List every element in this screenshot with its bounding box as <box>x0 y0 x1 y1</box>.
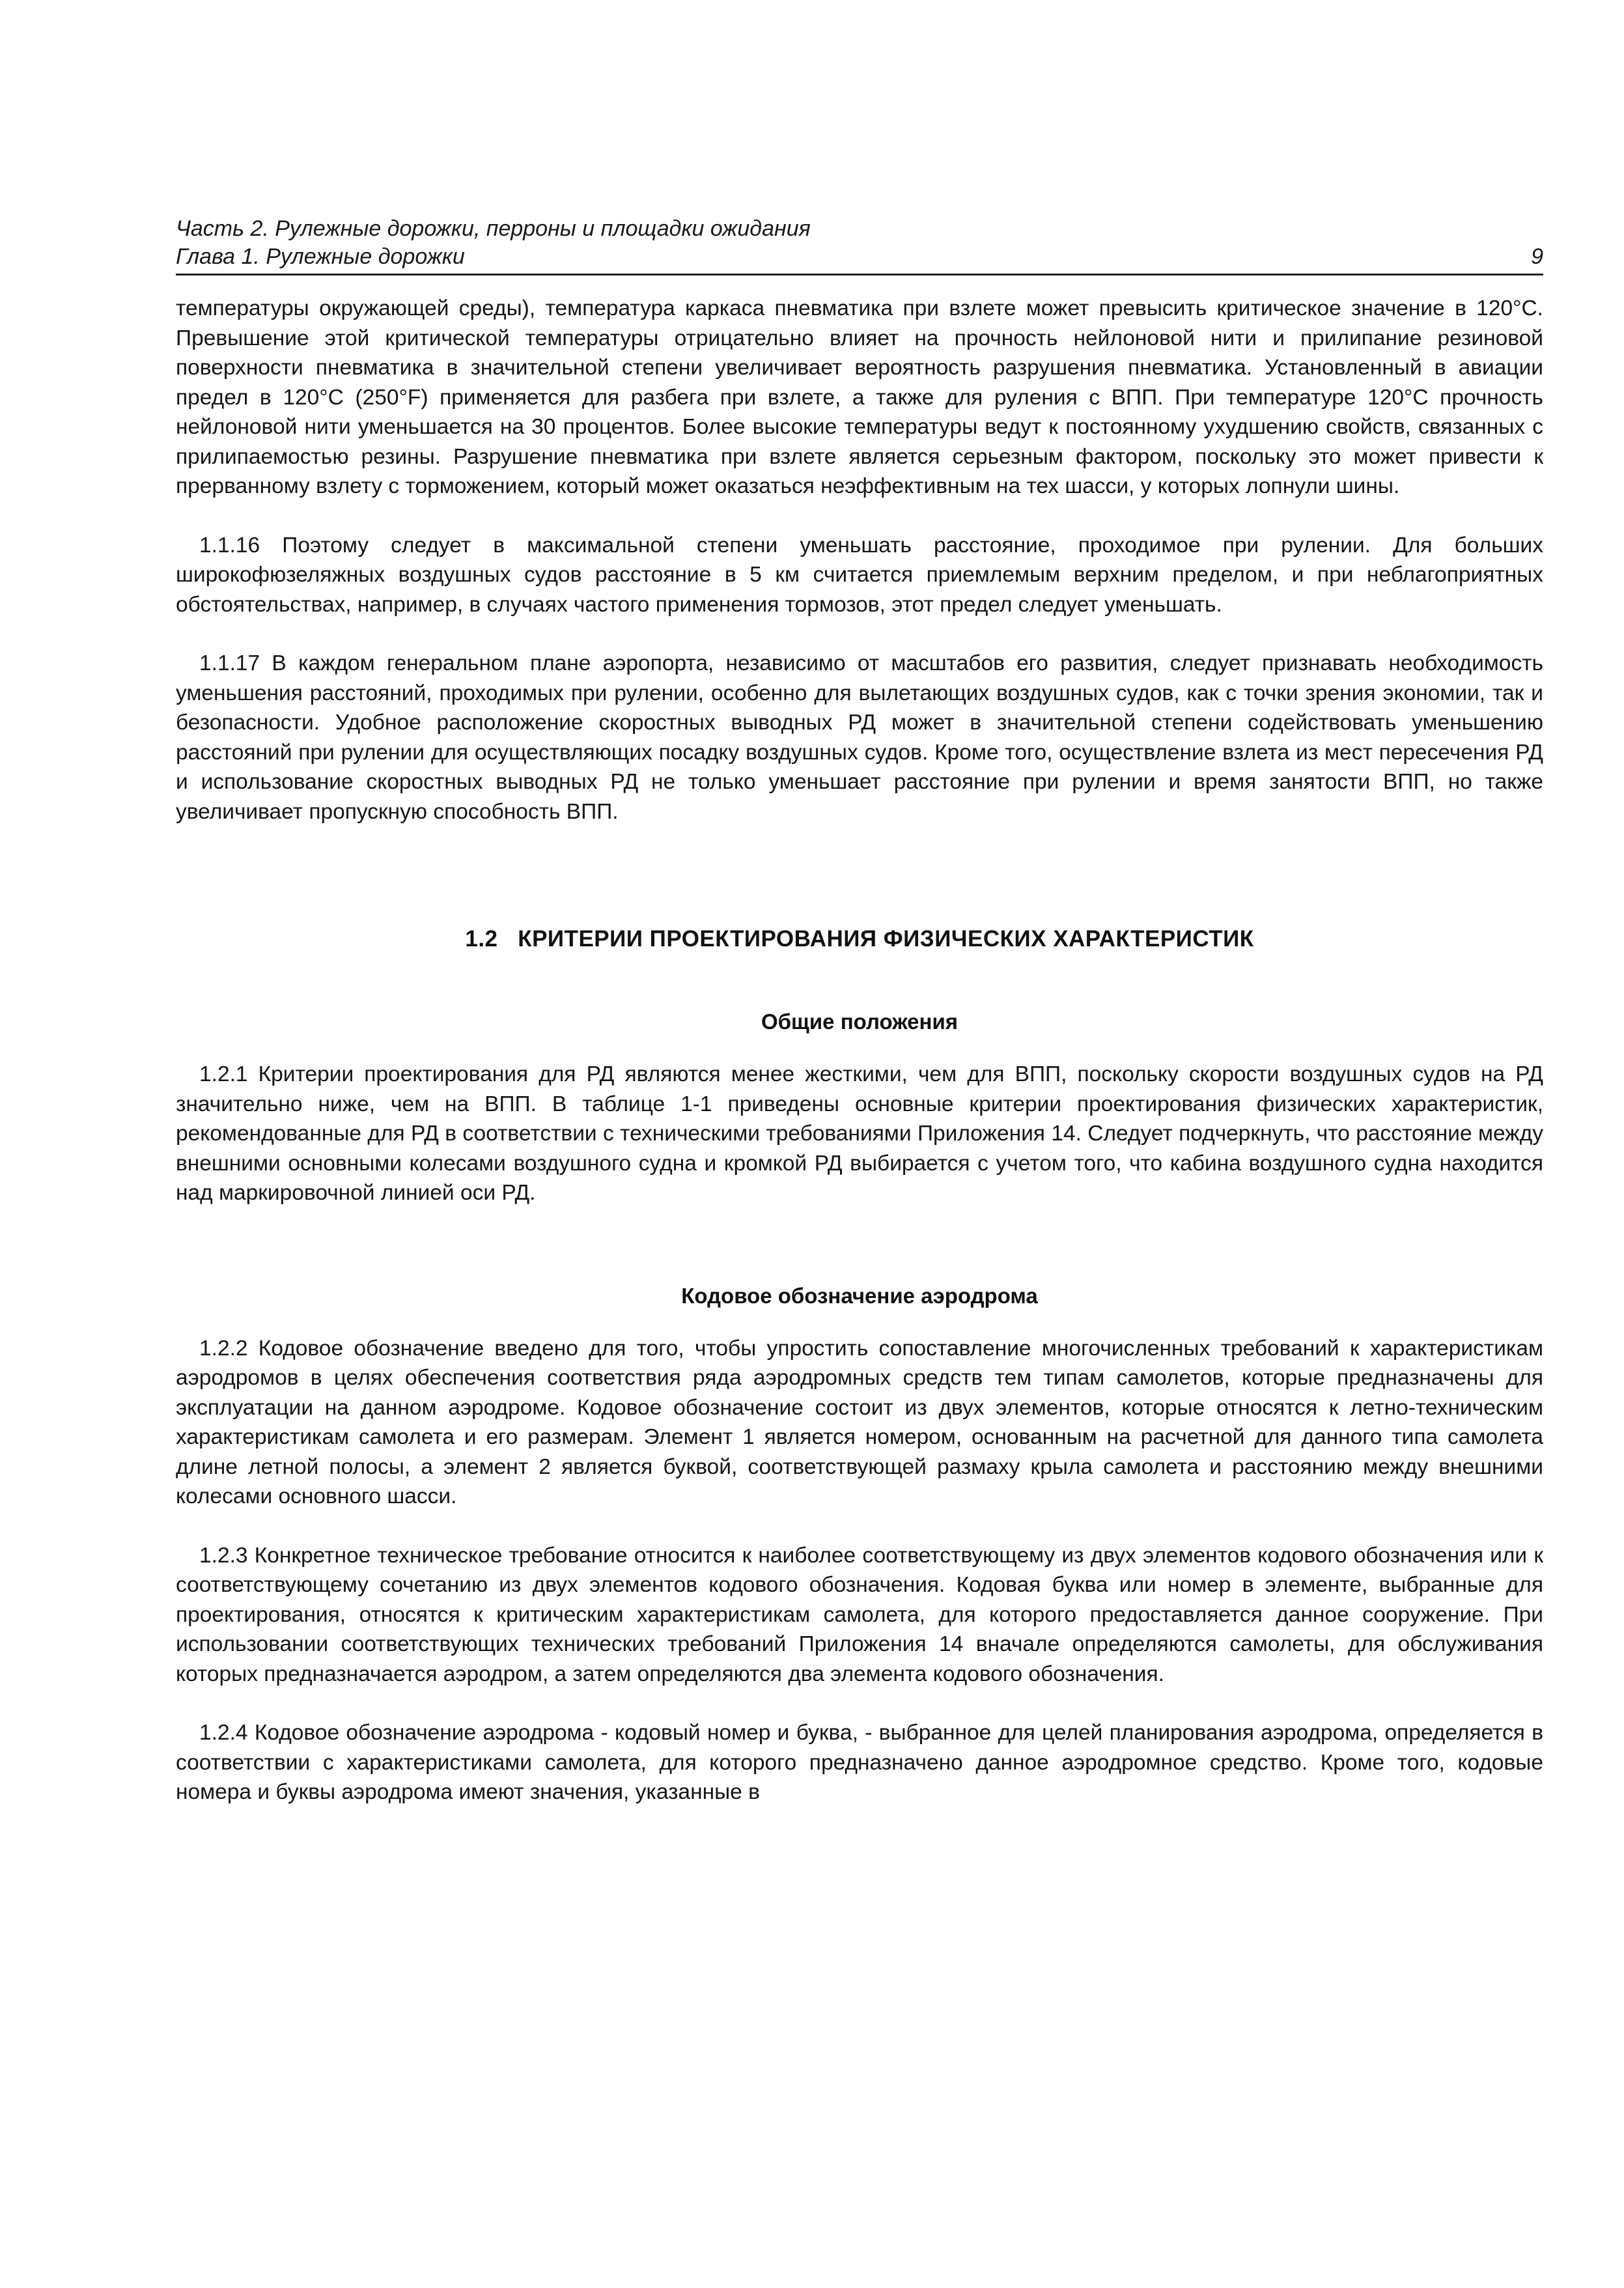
paragraph-1-2-1: 1.2.1 Критерии проектирования для РД являются менее жесткими, чем для ВПП, поскольку скорости воздушных судов на РД значительно ниже, чем на ВПП. В таблице 1-1 приведены основные критерии проектирования физических характеристик, рекомендованные для РД в соответствии с техническими требованиями Приложения 14. Следует подчеркнуть, что расстояние между внешними основными колесами воздушного судна и кромкой РД выбирается с учетом того, что кабина воздушного судна находится над маркировочной линией оси РД. <box>176 1062 1543 1205</box>
paragraph-1-1-17: 1.1.17 В каждом генеральном плане аэропорта, независимо от масштабов его развития, следует признавать необходимость уменьшения расстояний, проходимых при рулении, особенно для вылетающих воздушных судов, как с точки зрения экономии, так и безопасности. Удобное расположение скоростных выводных РД может в значительной степени содействовать уменьшению расстояний при рулении для осуществляющих посадку воздушных судов. Кроме того, осуществление взлета из мест пересечения РД и использование скоростных выводных РД не только уменьшает расстояние при рулении и время занятости ВПП, но также увеличивает пропускную способность ВПП. <box>176 651 1543 824</box>
document-page <box>176 215 1543 1807</box>
header-part-title: Часть 2. Рулежные дорожки, перроны и площадки ожидания <box>176 216 811 241</box>
paragraph-1-2-4: 1.2.4 Кодовое обозначение аэродрома - кодовый номер и буква, - выбранное для целей планирования аэродрома, определяется в соответствии с характеристиками самолета, для которого предназначено данное аэродромное средство. Кроме того, кодовые номера и буквы аэродрома имеют значения, указанные в <box>176 1721 1543 1804</box>
subheading-aerodrome-code: Кодовое обозначение аэродрома <box>681 1283 1038 1308</box>
section-heading <box>176 924 1543 953</box>
paragraph-1-1-16: 1.1.16 Поэтому следует в максимальной степени уменьшать расстояние, проходимое при рулении. Для больших широкофюзеляжных воздушных судов расстояние в 5 км считается приемлемым верхним пределом, и при неблагоприятных обстоятельствах, например, в случаях частого применения тормозов, этот предел следует уменьшать. <box>176 533 1543 617</box>
header-chapter-title: Глава 1. Рулежные дорожки <box>176 244 465 269</box>
section-title: КРИТЕРИИ ПРОЕКТИРОВАНИЯ ФИЗИЧЕСКИХ ХАРАКТЕРИСТИК <box>518 926 1254 952</box>
header-divider <box>176 274 1543 275</box>
paragraph-1-2-3: 1.2.3 Конкретное техническое требование относится к наиболее соответствующему из двух элементов кодового обозначения или к соответствующему сочетанию из двух элементов кодового обозначения. Кодовая буква или номер в элементе, выбранные для проектирования, относятся к критическим характеристикам самолета, для которого предоставляется данное сооружение. При использовании соответствующих технических требований Приложения 14 вначале определяются самолеты, для обслуживания которых предназначается аэродром, а затем определяются два элемента кодового обозначения. <box>176 1543 1543 1686</box>
paragraph-1-2-2: 1.2.2 Кодовое обозначение введено для того, чтобы упростить сопоставление многочисленных требований к характеристикам аэродромов в целях обеспечения соответствия ряда аэродромных средств тем типам самолетов, которые предназначены для эксплуатации на данном аэродроме. Кодовое обозначение состоит из двух элементов, которые относятся к летно-техническим характеристикам самолета и его размерам. Элемент 1 является номером, основанным на расчетной для данного типа самолета длине летной полосы, а элемент 2 является буквой, соответствующей размаху крыла самолета и расстоянию между внешними колесами основного шасси. <box>176 1336 1543 1508</box>
page-number: 9 <box>1531 244 1543 269</box>
running-header <box>176 215 1543 271</box>
subheading-general: Общие положения <box>761 1010 958 1034</box>
paragraph-continued: температуры окружающей среды), температура каркаса пневматика при взлете может превысить критическое значение в 120°C. Превышение этой критической температуры отрицательно влияет на прочность нейлоновой нити и прилипание резиновой поверхности пневматика в значительной степени увеличивает вероятность разрушения пневматика. Установленный в авиации предел в 120°C (250°F) применяется для разбега при взлете, а также для руления с ВПП. При температуре 120°C прочность нейлоновой нити уменьшается на 30 процентов. Более высокие температуры ведут к постоянному ухудшению свойств, связанных с прилипаемостью резины. Разрушение пневматика при взлете является серьезным фактором, поскольку это может привести к прерванному взлету с торможением, который может оказаться неэффективным на тех шасси, у которых лопнули шины. <box>176 296 1543 498</box>
section-number: 1.2 <box>465 926 498 952</box>
